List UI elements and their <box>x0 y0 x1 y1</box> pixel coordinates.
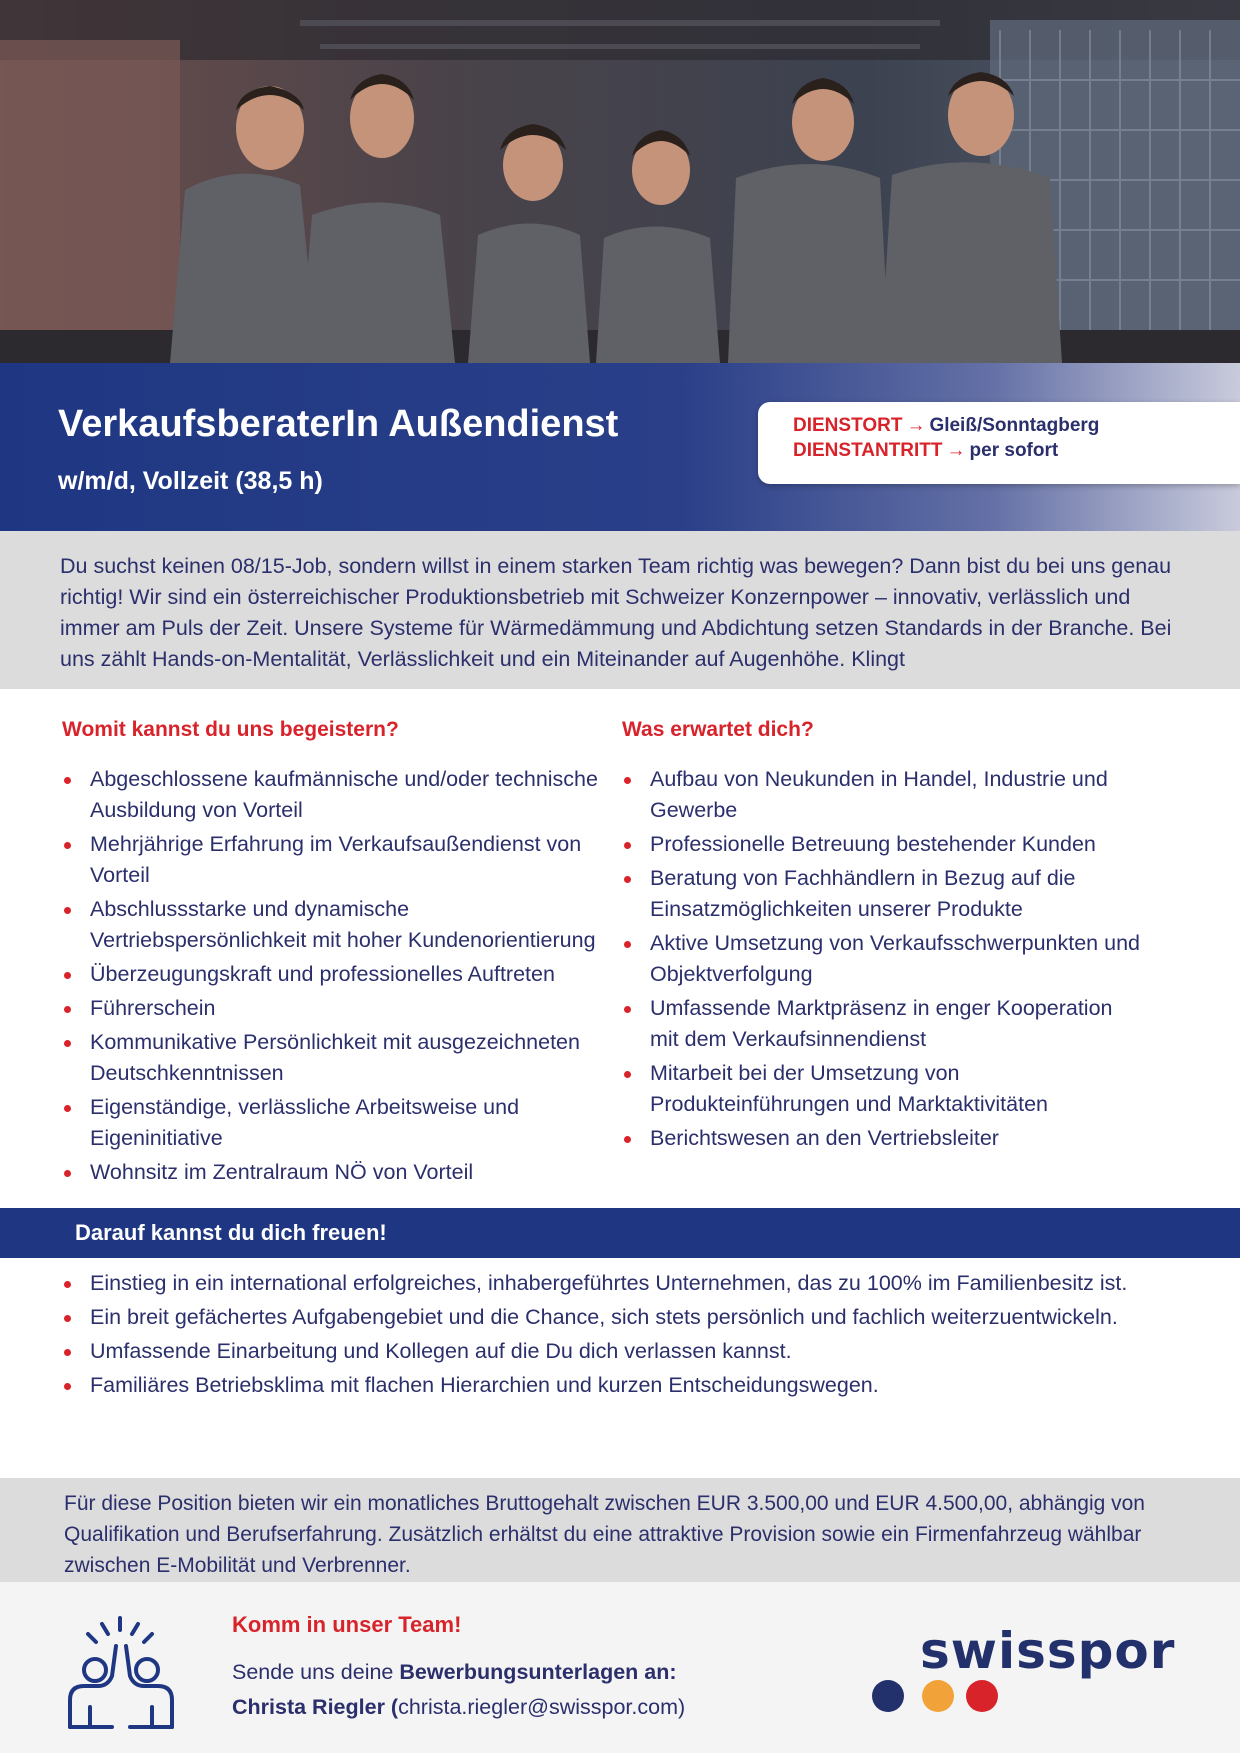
list-item: Kommunikative Persönlichkeit mit ausgezeichneten Deutschkenntnissen <box>62 1027 602 1089</box>
list-item: Überzeugungskraft und professionelles Auftreten <box>62 959 602 990</box>
application-info <box>232 1612 685 1720</box>
cta-heading: Komm in unser Team! <box>232 1612 462 1637</box>
list-item: Professionelle Betreuung bestehender Kunden <box>622 829 1142 860</box>
logo-dot-navy <box>872 1680 904 1712</box>
send-prefix: Sende uns deine <box>232 1660 400 1684</box>
list-item: Umfassende Einarbeitung und Kollegen auf die Du dich verlassen kannst. <box>62 1336 1182 1367</box>
location-row <box>793 413 1240 438</box>
contact-email-link[interactable]: christa.riegler@swisspor.com <box>398 1695 678 1719</box>
contact-close: ) <box>677 1695 686 1719</box>
list-item: Wohnsitz im Zentralraum NÖ von Vorteil <box>62 1157 602 1188</box>
benefits-heading: Darauf kannst du dich freuen! <box>75 1220 387 1245</box>
start-row <box>793 438 1240 463</box>
high-five-icon <box>60 1612 190 1732</box>
intro-section <box>0 531 1240 689</box>
tasks-heading: Was erwartet dich? <box>622 718 814 741</box>
logo-text: swisspor <box>920 1622 1176 1680</box>
contact-name: Christa Riegler <box>232 1695 385 1719</box>
job-info-box <box>758 402 1240 484</box>
requirements-section <box>62 718 602 1191</box>
arrow-right-icon: → <box>906 415 926 436</box>
list-item: Beratung von Fachhändlern in Bezug auf die Einsatzmöglichkeiten unserer Produkte <box>622 863 1142 925</box>
arrow-right-icon: → <box>946 440 966 461</box>
job-title: VerkaufsberaterIn Außendienst <box>58 403 619 445</box>
logo-dot-orange <box>922 1680 954 1712</box>
job-subtitle: w/m/d, Vollzeit (38,5 h) <box>58 467 323 495</box>
list-item: Ein breit gefächertes Aufgabengebiet und die Chance, sich stets persönlich und fachlich weiterzuentwickeln. <box>62 1302 1182 1333</box>
salary-section <box>0 1478 1240 1582</box>
list-item: Aufbau von Neukunden in Handel, Industrie und Gewerbe <box>622 764 1142 826</box>
intro-text: Du suchst keinen 08/15-Job, sondern willst in einem starken Team richtig was bewegen? Dann bist du bei uns genau richtig! Wir sind ein österreichischer Produktionsbetrieb mit Schweizer Konzernpower – innovativ, verlässlich und immer am Puls der Zeit. Unsere Systeme für Wärmedämmung und Abdichtung setzen Standards in der Branche. Bei uns zählt Hands-on-Mentalität, Verlässlichkeit und ein Miteinander auf Augenhöhe. Klingt <box>60 554 1172 671</box>
list-item: Abschlussstarke und dynamische Vertriebspersönlichkeit mit hoher Kundenorientierung <box>62 894 602 956</box>
list-item: Führerschein <box>62 993 602 1024</box>
requirements-list <box>62 764 602 1188</box>
list-item: Abgeschlossene kaufmännische und/oder technische Ausbildung von Vorteil <box>62 764 602 826</box>
logo-dot-red <box>966 1680 998 1712</box>
list-item: Berichtswesen an den Vertriebsleiter <box>622 1123 1142 1154</box>
list-item: Umfassende Marktpräsenz in enger Kooperation mit dem Verkaufsinnendienst <box>622 993 1142 1055</box>
send-bold: Bewerbungsunterlagen an: <box>399 1660 677 1684</box>
contact-line <box>232 1695 685 1720</box>
hero-team-photo <box>0 0 1240 363</box>
list-item: Mitarbeit bei der Umsetzung von Produkteinführungen und Marktaktivitäten <box>622 1058 1142 1120</box>
list-item: Familiäres Betriebsklima mit flachen Hierarchien und kurzen Entscheidungswegen. <box>62 1370 1182 1401</box>
location-value: Gleiß/Sonntagberg <box>929 415 1100 436</box>
tasks-section <box>622 718 1142 1157</box>
list-item: Mehrjährige Erfahrung im Verkaufsaußendienst von Vorteil <box>62 829 602 891</box>
list-item: Eigenständige, verlässliche Arbeitsweise und Eigeninitiative <box>62 1092 602 1154</box>
benefits-list <box>62 1268 1182 1401</box>
benefits-heading-bar <box>0 1208 1240 1258</box>
list-item: Aktive Umsetzung von Verkaufsschwerpunkten und Objektverfolgung <box>622 928 1142 990</box>
salary-text: Für diese Position bieten wir ein monatliches Bruttogehalt zwischen EUR 3.500,00 und EUR 4.500,00, abhängig von Qualifikation und Berufserfahrung. Zusätzlich erhältst du eine attraktive Provision sowie ein Firmenfahrzeug wählbar zwischen E-Mobilität und Verbrenner. <box>64 1492 1145 1577</box>
team-photo-icon <box>0 0 1240 363</box>
swisspor-logo <box>872 1622 1192 1712</box>
start-value: per sofort <box>969 440 1059 461</box>
title-band <box>0 363 1240 531</box>
start-label: DIENSTANTRITT <box>793 440 943 461</box>
requirements-heading: Womit kannst du uns begeistern? <box>62 718 399 741</box>
contact-open: ( <box>384 1695 399 1719</box>
list-item: Einstieg in ein international erfolgreiches, inhabergeführtes Unternehmen, das zu 100% im Familienbesitz ist. <box>62 1268 1182 1299</box>
location-label: DIENSTORT <box>793 415 903 436</box>
footer <box>0 1582 1240 1753</box>
send-line <box>232 1660 685 1685</box>
tasks-list <box>622 764 1142 1154</box>
benefits-section <box>62 1268 1182 1404</box>
